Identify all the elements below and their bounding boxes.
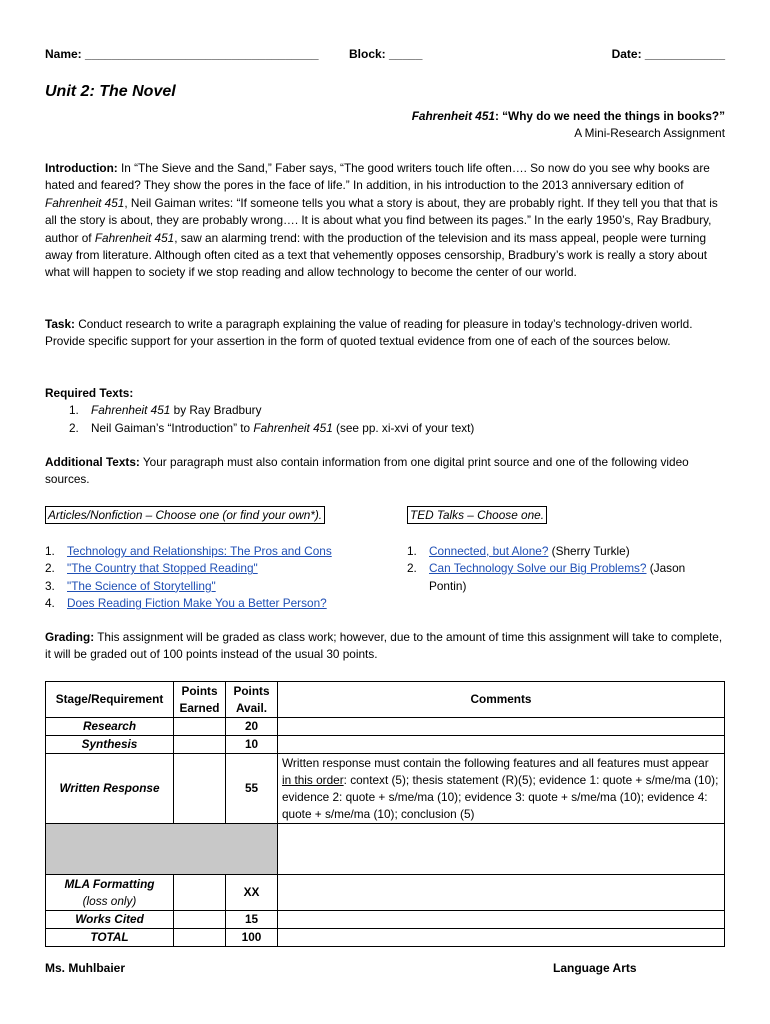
required-text-detail: (see pp. xi-xvi of your text) [332, 420, 475, 435]
task-label: Task: [45, 317, 75, 331]
ted-talks-heading: TED Talks – Choose one. [407, 506, 547, 524]
points-avail-works-cited: 15 [226, 911, 278, 929]
list-item [407, 578, 725, 595]
points-avail-written: 55 [226, 754, 278, 824]
points-earned-cell[interactable] [174, 875, 226, 911]
list-item [69, 402, 725, 419]
comments-cell[interactable] [278, 929, 725, 947]
points-earned-total[interactable] [174, 929, 226, 947]
comments-cell[interactable] [278, 736, 725, 754]
required-texts-label: Required Texts: [45, 386, 134, 400]
assignment-book-title: Fahrenheit 451 [411, 109, 495, 123]
introduction-label: Introduction: [45, 161, 118, 175]
header-points-avail-line-2: Avail. [235, 700, 268, 715]
additional-texts-label: Additional Texts: [45, 455, 140, 469]
list-item [45, 578, 385, 595]
list-number: 2. [69, 420, 79, 435]
task-paragraph [45, 316, 725, 351]
grading-table [45, 681, 725, 947]
grading-text: This assignment will be graded as class work; however, due to the amount of time this assignment will take to complete, it will be graded out of 100 points instead of the usual 30 points. [45, 630, 723, 662]
date-field[interactable]: Date: ____________ [611, 47, 725, 61]
required-text-title: Fahrenheit 451 [253, 420, 333, 435]
points-earned-cell[interactable] [174, 718, 226, 736]
stage-synthesis: Synthesis [46, 736, 174, 754]
list-item [45, 560, 385, 577]
points-earned-cell[interactable] [174, 911, 226, 929]
additional-texts-paragraph [45, 454, 725, 489]
points-avail-total: 100 [226, 929, 278, 947]
points-avail-synthesis: 10 [226, 736, 278, 754]
assignment-question: : “Why do we need the things in books?” [494, 109, 725, 123]
header-points-avail [226, 682, 278, 718]
student-header [45, 47, 725, 65]
comments-cell[interactable] [278, 911, 725, 929]
list-item [45, 543, 385, 560]
assignment-subtitle: A Mini-Research Assignment [574, 126, 725, 140]
list-item [407, 543, 725, 560]
header-points-earned [174, 682, 226, 718]
table-row-blank [46, 824, 725, 875]
list-number: 1. [407, 544, 417, 558]
stage-written-response: Written Response [46, 754, 174, 824]
grading-label: Grading: [45, 630, 95, 644]
table-row [46, 911, 725, 929]
article-link-reading-fiction[interactable]: Does Reading Fiction Make You a Better Person? [67, 596, 327, 611]
introduction-book-2: Fahrenheit 451 [94, 230, 175, 245]
teacher-name: Ms. Muhlbaier [45, 961, 126, 975]
name-field[interactable]: Name: ___________________________________ [45, 47, 319, 61]
ted-link-technology-solve-problems[interactable]: Can Technology Solve our Big Problems? [429, 561, 647, 576]
required-text-title: Fahrenheit 451 [91, 403, 171, 418]
comment-underlined: in this order [282, 772, 344, 787]
list-item [407, 560, 725, 577]
article-link-country-stopped-reading[interactable]: "The Country that Stopped Reading" [67, 561, 258, 576]
introduction-text-2: , Neil Gaiman writes: “If someone tells you what a story is about, they are probably right. If they tell you that that is all the story is about, they are probably wrong…. It is about what you find between its pages.” In the early 1950’s, Ray Bradbury, author of [45, 195, 718, 245]
required-texts-section [45, 385, 725, 437]
header-comments: Comments [278, 682, 725, 718]
ted-talks-list [407, 543, 725, 595]
required-texts-list [45, 402, 725, 437]
table-row [46, 754, 725, 824]
grading-paragraph [45, 629, 725, 664]
points-avail-research: 20 [226, 718, 278, 736]
required-text-prefix: Neil Gaiman’s “Introduction” to [91, 420, 254, 435]
shaded-cell [46, 824, 278, 875]
list-number: 1. [45, 544, 55, 558]
mla-label: MLA Formatting [64, 876, 155, 891]
written-response-comment [278, 754, 725, 824]
header-points-avail-line-1: Points [233, 683, 270, 698]
header-stage: Stage/Requirement [46, 682, 174, 718]
introduction-paragraph [45, 160, 725, 282]
comment-criteria: : context (5); thesis statement (R)(5); evidence 1: quote + s/me/ma (10); evidence 2: quote + s/me/ma (10); evidence 3: quote + s/me/ma (10); evidence 4: quote + s/me/ma (10); conclusion (5) [282, 772, 719, 821]
table-row-total [46, 929, 725, 947]
list-number: 4. [45, 596, 55, 611]
comments-cell[interactable] [278, 718, 725, 736]
list-item [45, 595, 385, 612]
subject-name: Language Arts [553, 961, 637, 975]
article-link-technology-relationships[interactable]: Technology and Relationships: The Pros and Cons [67, 544, 332, 558]
comment-text: Written response must contain the following features and all features must appear [282, 755, 709, 770]
stage-research: Research [46, 718, 174, 736]
additional-texts-text: Your paragraph must also contain information from one digital print source and one of the following video sources. [45, 455, 689, 487]
points-earned-cell[interactable] [174, 754, 226, 824]
header-points-earned-line-1: Points [181, 683, 218, 698]
articles-heading: Articles/Nonfiction – Choose one (or find your own*). [45, 506, 325, 524]
stage-works-cited: Works Cited [46, 911, 174, 929]
article-link-science-of-storytelling[interactable]: "The Science of Storytelling" [67, 578, 216, 593]
ted-author: (Jason [646, 561, 686, 576]
list-number: 2. [45, 561, 55, 576]
unit-title: Unit 2: The Novel [45, 83, 176, 100]
comments-cell[interactable] [278, 875, 725, 911]
table-row [46, 736, 725, 754]
block-field[interactable]: Block: _____ [349, 47, 423, 61]
list-item [69, 420, 725, 437]
list-number: 2. [407, 561, 417, 576]
points-earned-cell[interactable] [174, 736, 226, 754]
table-row [46, 718, 725, 736]
introduction-text-1: In “The Sieve and the Sand,” Faber says, “The good writers touch life often…. So now do you see why books are hated and feared? They show the pores in the face of life.” In addition, in his introduction to the 2013 anniversary edition of [45, 161, 710, 193]
introduction-text-3: , saw an alarming trend: with the production of the television and its mass appeal, people were turning away from literature. Although often cited as a text that vehemently opposes censorship, Bradbury’s work is really a story about what will happen to society if we stop reading and allow technology to become the center of our world. [45, 230, 708, 280]
ted-link-connected-but-alone[interactable]: Connected, but Alone? [429, 544, 549, 558]
comments-cell[interactable] [278, 824, 725, 875]
required-text-detail: by Ray Bradbury [170, 403, 262, 418]
list-number: 3. [45, 578, 55, 593]
header-points-earned-line-2: Earned [179, 700, 220, 715]
stage-mla-formatting [46, 875, 174, 911]
ted-author-continued: Pontin) [429, 578, 467, 593]
mla-note: (loss only) [82, 893, 137, 908]
stage-total: TOTAL [46, 929, 174, 947]
points-avail-mla: XX [226, 875, 278, 911]
introduction-book-1: Fahrenheit 451 [45, 195, 125, 210]
articles-list [45, 543, 385, 613]
ted-author: (Sherry Turkle) [548, 544, 630, 558]
task-text: Conduct research to write a paragraph explaining the value of reading for pleasure in today’s technology-driven world. Provide specific support for your assertion in the form of quoted textual evidence from one of each of the sources below. [45, 317, 693, 349]
table-row [46, 875, 725, 911]
table-header-row [46, 682, 725, 718]
list-number: 1. [69, 403, 79, 418]
assignment-title [412, 109, 725, 123]
